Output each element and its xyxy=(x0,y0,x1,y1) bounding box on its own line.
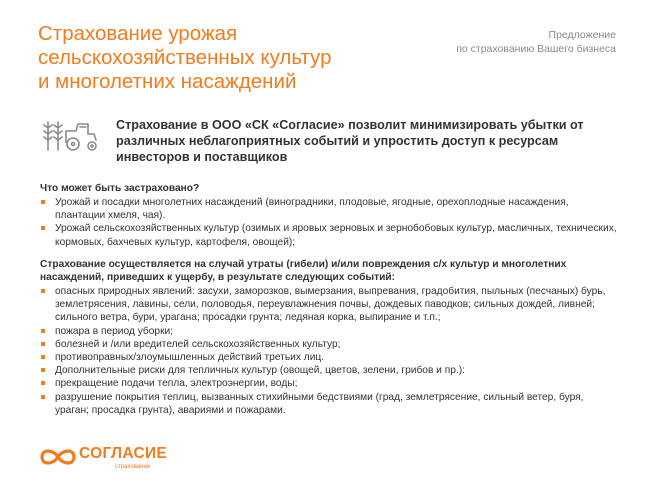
hero-block xyxy=(40,114,625,170)
list-item xyxy=(40,222,618,248)
page-subtitle-line: по страхованию Вашего бизнеса xyxy=(456,42,616,55)
logo-tagline: страхование xyxy=(115,464,151,470)
bullet-icon xyxy=(41,289,45,293)
bullet-icon xyxy=(41,355,45,359)
list-item xyxy=(40,338,618,351)
list-item-text: разрушение покрытия теплиц, вызванных стихийными бедствиями (град, землетрясение, сильный ветер, буря, ураган; просадка грунта), авариями и пожарами. xyxy=(55,391,584,416)
page-title-line: Страхование урожая xyxy=(38,22,238,45)
list-item-text: Урожай сельскохозяйственных культур (озимых и яровых зерновых и зернобобовых культур, масличных, технических, кормовых, бахчевых культур, картофеля, овощей); xyxy=(55,223,617,248)
page-subtitle-line: Предложение xyxy=(548,29,616,41)
section-heading-insured-events: Страхование осуществляется на случай утраты (гибели) и/или повреждения с/х культур и многолетних насаждений, приведших к ущербу, в результате следующих событий: xyxy=(40,259,567,284)
bullet-icon xyxy=(41,200,45,204)
list-item-text: опасных природных явлений: засухи, заморозков, вымерзания, выпревания, градобития, пыльных (песчаных) бурь, землетрясения, лавины, сели, половодья, переувлажнения почвы, дождевых паводков; сильных дождей, ливней; сильного ветра, бури, урагана; просадки грунта; ледяная корка, выпирание и т.п.; xyxy=(55,286,606,324)
bullet-icon xyxy=(41,342,45,346)
hero-text: Страхование в ООО «СК «Согласие» позволит минимизировать убытки от различных неблагоприятных событий и упростить доступ к ресурсам инвесторов и поставщиков xyxy=(116,118,584,164)
bullet-icon xyxy=(41,368,45,372)
page-title-line: сельскохозяйственных культур xyxy=(38,46,332,69)
list-what-insured xyxy=(40,196,618,249)
list-item-text: прекращение подачи тепла, электроэнергии, воды; xyxy=(55,378,298,390)
soglasie-logo-icon xyxy=(38,445,78,469)
list-item-text: противоправных/злоумышленных действий третьих лиц. xyxy=(55,352,325,364)
list-item xyxy=(40,196,618,222)
list-item-text: пожара в период уборки; xyxy=(55,325,174,337)
list-item xyxy=(40,351,618,364)
list-item xyxy=(40,364,618,377)
page-subtitle xyxy=(456,29,616,56)
agriculture-wheat-tractor-icon xyxy=(42,118,100,152)
bullet-icon xyxy=(41,329,45,333)
bullet-icon xyxy=(41,395,45,399)
page-title xyxy=(38,22,418,94)
logo-name: СОГЛАСИЕ xyxy=(79,445,168,462)
section-heading-what-insured: Что может быть застраховано? xyxy=(40,183,200,194)
company-logo xyxy=(38,444,188,474)
list-item-text: Урожай и посадки многолетних насаждений (виноградники, плодовые, ягодные, орехоплодные насаждения, плантации хмеля, чая). xyxy=(55,197,569,222)
list-item xyxy=(40,391,618,417)
list-item-text: болезней и /или вредителей сельскохозяйственных культур; xyxy=(55,338,341,350)
list-item xyxy=(40,285,618,325)
list-item-text: Дополнительные риски для тепличных культур (овощей, цветов, зелени, грибов и пр.): xyxy=(55,365,465,377)
bullet-icon xyxy=(41,226,45,230)
list-item xyxy=(40,325,618,338)
page-title-line: и многолетних насаждений xyxy=(38,70,297,93)
list-item xyxy=(40,377,618,390)
bullet-icon xyxy=(41,381,45,385)
list-insured-events xyxy=(40,285,618,417)
